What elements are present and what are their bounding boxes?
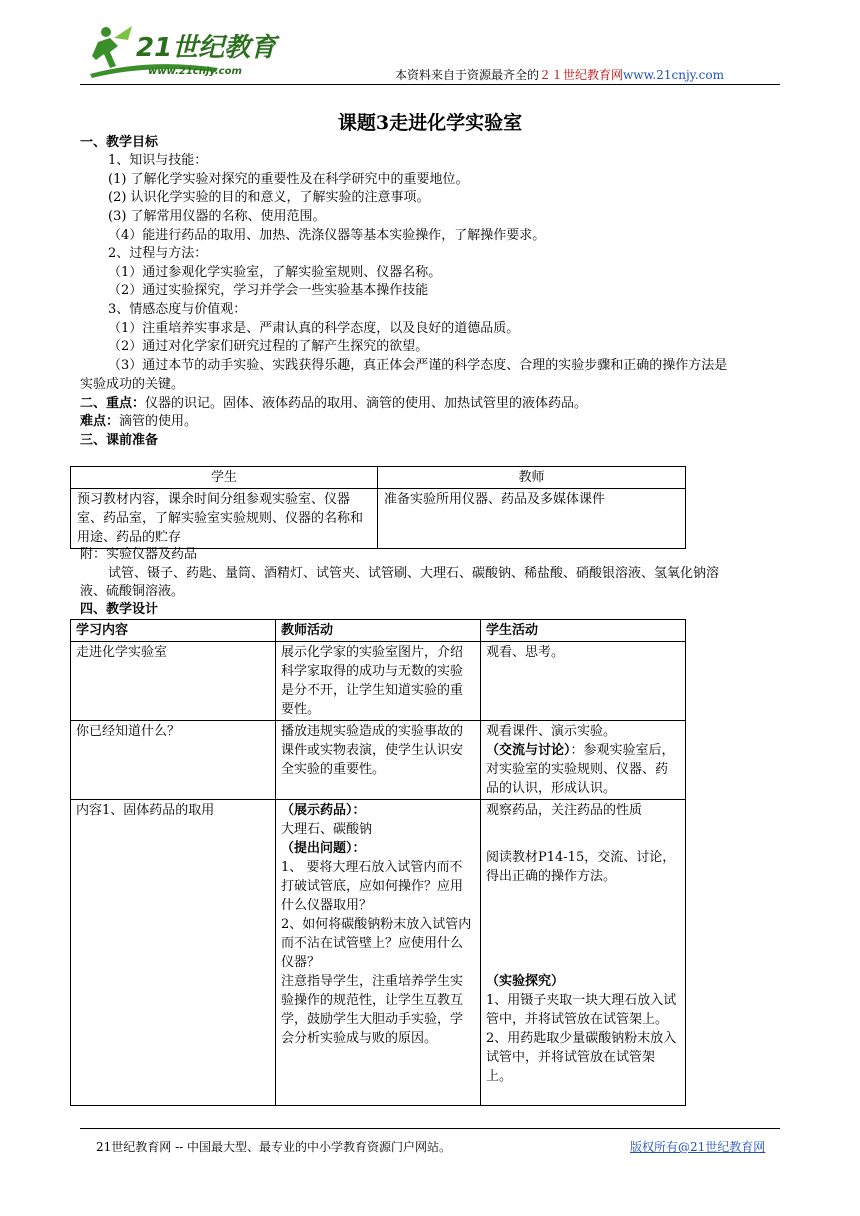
row2-student-b: ：参观实验室后，对实验室的实验规则、仪器、药品的认识，形成认识。: [486, 743, 675, 796]
logo-url: www.21cnjy.com: [148, 66, 242, 77]
logo-text: 21世纪教育: [136, 33, 277, 63]
subheading-knowledge: 1、知识与技能：: [108, 153, 208, 168]
section-heading-prep: 三、课前准备: [80, 433, 159, 448]
design-header-teacher: 教师活动: [276, 620, 481, 642]
appendix-label: 附：实验仪器及药品: [80, 547, 198, 562]
prep-header-teacher: 教师: [378, 467, 686, 489]
footer-divider: [80, 1128, 780, 1129]
appendix-line: 液、硫酸铜溶液。: [80, 584, 185, 599]
subheading-process: 2、过程与方法：: [108, 246, 208, 261]
row3-teacher-note: 注意指导学生，注重培养学生实验操作的规范性，让学生互教互学，鼓励学生大胆动手实验，学会分析实验成与败的原因。: [281, 974, 464, 1046]
row3-student-read: 阅读教材P14-15，交流、讨论，得出正确的操作方法。: [486, 850, 676, 884]
table-row: [71, 721, 686, 800]
prep-student-cell: 预习教材内容，课余时间分组参观实验室、仪器室、药品室，了解实验室实验规则、仪器的名称和用途、药品的贮存: [71, 489, 378, 549]
prep-header-student: 学生: [71, 467, 378, 489]
footer-copyright-link[interactable]: 版权所有@21世纪教育网: [630, 1140, 766, 1154]
row3-teacher-text-show: 大理石、碳酸钠: [281, 822, 373, 837]
row3-student-observe: 观察药品，关注药品的性质: [486, 803, 643, 818]
row3-teacher-label-question: （提出问题）：: [281, 841, 366, 856]
header-source-name[interactable]: ２１世纪教育网: [539, 68, 624, 82]
knowledge-item: (1) 了解化学实验对探究的重要性及在科学研究中的重要地位。: [108, 172, 469, 187]
row1-content: 走进化学实验室: [71, 642, 276, 721]
runner-logo-icon: [88, 22, 288, 82]
appendix-line: 试管、镊子、药匙、量筒、酒精灯、试管夹、试管刷、大理石、碳酸钠、稀盐酸、硝酸银溶液、氢氧化钠溶: [108, 566, 720, 581]
site-logo: [88, 22, 288, 82]
knowledge-item: (3) 了解常用仪器的名称、使用范围。: [108, 209, 326, 224]
row2-student-b-label: （交流与讨论）: [486, 743, 571, 758]
design-header-student: 学生活动: [481, 620, 686, 642]
design-header-content: 学习内容: [71, 620, 276, 642]
row3-teacher-question-1: 1、 要将大理石放入试管内而不打破试管底，应如何操作？应用什么仪器取用？: [281, 860, 464, 913]
row2-teacher: 播放违规实验造成的实验事故的课件或实物表演，使学生认识安全实验的重要性。: [276, 721, 481, 800]
row1-teacher: 展示化学家的实验室图片，介绍科学家取得的成功与无数的实验是分不开，让学生知道实验的重要性。: [276, 642, 481, 721]
process-item: （1）通过参观化学实验室，了解实验室规则、仪器名称。: [108, 265, 442, 280]
prep-teacher-cell: 准备实验所用仪器、药品及多媒体课件: [378, 489, 686, 549]
table-row: [71, 642, 686, 721]
page-title: 课题3走进化学实验室: [337, 112, 523, 134]
knowledge-item: （4）能进行药品的取用、加热、洗涤仪器等基本实验操作，了解操作要求。: [108, 228, 546, 243]
prep-table: [70, 466, 686, 549]
row3-teacher-label-show: （展示药品）：: [281, 803, 366, 818]
footer-left: 21世纪教育网 -- 中国最大型、最专业的中小学教育资源门户网站。: [96, 1140, 452, 1154]
header-source-url[interactable]: www.21cnjy.com: [623, 68, 724, 82]
header-source-prefix: 本资料来自于资源最齐全的: [395, 68, 540, 82]
row3-student-step-2: 2、用药匙取少量碳酸钠粉末放入试管中，并将试管放在试管架上。: [486, 1031, 677, 1084]
row3-student: [481, 800, 686, 1106]
attitude-item: （2）通过对化学家们研究过程的了解产生探究的欲望。: [108, 339, 429, 354]
key-points-label: 二、重点：: [80, 396, 146, 411]
row3-content: 内容1、固体药品的取用: [71, 800, 276, 1106]
subheading-attitude: 3、情感态度与价值观：: [108, 302, 247, 317]
attitude-item: （1）注重培养实事求是、严肃认真的科学态度，以及良好的道德品质。: [108, 321, 520, 336]
difficult-points-text: 滴管的使用。: [119, 414, 198, 429]
key-points: [80, 395, 780, 413]
difficult-points: [80, 413, 780, 431]
table-row: [71, 800, 686, 1106]
attitude-item-cont: 实验成功的关键。: [80, 377, 185, 392]
row2-content: 你已经知道什么？: [71, 721, 276, 800]
knowledge-item: (2) 认识化学实验的目的和意义，了解实验的注意事项。: [108, 190, 430, 205]
section-heading-design: 四、教学设计: [80, 602, 159, 617]
attitude-item: （3）通过本节的动手实验、实践获得乐趣，真正体会严谨的科学态度、合理的实验步骤和正确的操作方法是: [108, 358, 728, 373]
key-points-text: 仪器的识记。固体、液体药品的取用、滴管的使用、加热试管里的液体药品。: [145, 396, 588, 411]
row2-student: [481, 721, 686, 800]
header-divider: [80, 84, 780, 85]
section-heading-goals: 一、教学目标: [80, 135, 159, 150]
row3-teacher-question-2: 2、如何将碳酸钠粉末放入试管内而不沾在试管壁上？应使用什么仪器？: [281, 917, 472, 970]
row2-student-a: 观看课件、演示实验。: [486, 724, 617, 739]
row1-student: 观看、思考。: [481, 642, 686, 721]
difficult-points-label: 难点：: [80, 414, 120, 429]
row3-student-label-explore: （实验探究）: [486, 974, 565, 989]
row3-student-step-1: 1、用镊子夹取一块大理石放入试管中，并将试管放在试管架上。: [486, 993, 677, 1027]
header-source: [395, 66, 724, 83]
row3-teacher: [276, 800, 481, 1106]
process-item: （2）通过实验探究，学习并学会一些实验基本操作技能: [108, 283, 429, 298]
design-table: [70, 619, 686, 1106]
